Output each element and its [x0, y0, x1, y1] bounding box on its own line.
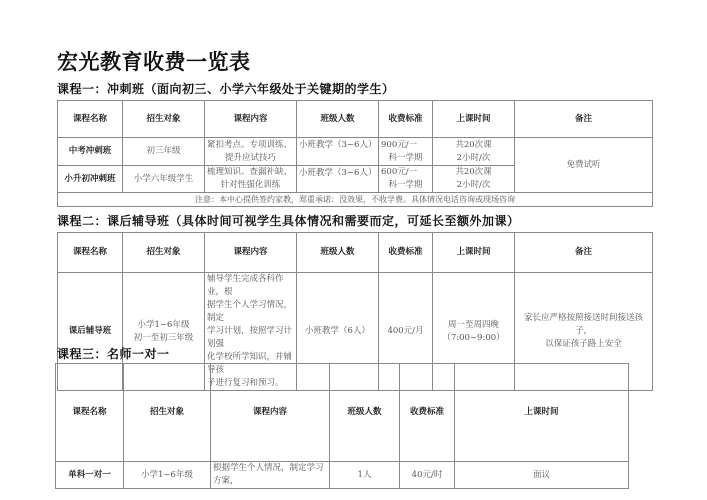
- course-name: 单科一对一: [56, 462, 124, 489]
- course-name: 小升初冲刺班: [58, 166, 123, 193]
- col-content: 课程内容: [205, 233, 297, 273]
- course-target: 初三年级: [123, 138, 205, 166]
- course-remark: 家长应严格按照接送时间接送孩子， 以保证孩子路上安全: [515, 273, 653, 391]
- col-class-size: 班级人数: [297, 233, 379, 273]
- course-class-size: 1人: [330, 462, 400, 489]
- course1-note: 注意：本中心提供签约家教，郑重承诺：没效果，不收学费。具体情况电话咨询或现场咨询: [58, 193, 653, 207]
- course-content: 辅导学生完成各科作业，根 据学生个人学习情况，制定 学习计划，按照学习计划强 化学校所学知识，并辅导孩 子进行复习和预习。: [205, 273, 297, 391]
- course-time: 面议: [455, 462, 629, 489]
- course3-table: [55, 363, 629, 489]
- course-class-size: 小班教学（3~6人）: [297, 166, 379, 193]
- col-target: 招生对象: [123, 101, 205, 138]
- course-target: 小学1~6年级: [124, 462, 211, 489]
- col-content: 课程内容: [211, 364, 330, 462]
- table-row: [58, 138, 653, 166]
- col-fee: 收费标准: [400, 364, 455, 462]
- course-target: 小学六年级学生: [123, 166, 205, 193]
- col-course-name: 课程名称: [58, 233, 123, 273]
- course-time: 共20次课 2小时/次: [433, 138, 515, 166]
- table-row: [56, 462, 629, 489]
- course-class-size: 小班教学（6人）: [297, 273, 379, 391]
- course-class-size: 小班教学（3~6人）: [297, 138, 379, 166]
- course-content: 紧扣考点、专项训练、 提升应试技巧: [205, 138, 297, 166]
- col-remark: 备注: [515, 101, 653, 138]
- col-target: 招生对象: [124, 364, 211, 462]
- course-fee: 400元/月: [379, 273, 433, 391]
- course-target: 小学1~6年级 初一至初三年级: [123, 273, 205, 391]
- course-name: 课后辅导班: [58, 273, 123, 391]
- col-time: 上课时间: [455, 364, 629, 462]
- course-content: 根据学生个人情况，制定学习方案，: [211, 462, 330, 489]
- course2-header-row: [58, 233, 653, 273]
- note-row: [58, 193, 653, 207]
- course-fee: 40元/时: [400, 462, 455, 489]
- col-time: 上课时间: [433, 101, 515, 138]
- col-class-size: 班级人数: [330, 364, 400, 462]
- course1-table: [57, 100, 653, 207]
- col-remark: 备注: [515, 233, 653, 273]
- col-content: 课程内容: [205, 101, 297, 138]
- col-class-size: 班级人数: [297, 101, 379, 138]
- course-fee: 900元/一 科一学期: [379, 138, 433, 166]
- course2-heading: 课程二：课后辅导班（具体时间可视学生具体情况和需要而定，可延长至额外加课）: [57, 214, 520, 228]
- course1-heading: 课程一：冲刺班（面向初三、小学六年级处于关键期的学生）: [57, 82, 395, 96]
- course1-header-row: [58, 101, 653, 138]
- col-fee: 收费标准: [379, 101, 433, 138]
- col-course-name: 课程名称: [58, 101, 123, 138]
- page-title: 宏光教育收费一览表: [57, 50, 251, 74]
- course-fee: 600元/一 科一学期: [379, 166, 433, 193]
- course-time: 共20次课 2小时/次: [433, 166, 515, 193]
- col-course-name: 课程名称: [56, 364, 124, 462]
- course3-header-row: [56, 364, 629, 462]
- col-fee: 收费标准: [379, 233, 433, 273]
- course3-heading: 课程三：名师一对一: [57, 347, 170, 361]
- course-time: 周一至周四晚 （7:00~9:00）: [433, 273, 515, 391]
- course-remark: 免费试听: [515, 138, 653, 193]
- col-time: 上课时间: [433, 233, 515, 273]
- course-content: 梳理知识、查漏补缺、 针对性强化训练: [205, 166, 297, 193]
- col-target: 招生对象: [123, 233, 205, 273]
- course-name: 中考冲刺班: [58, 138, 123, 166]
